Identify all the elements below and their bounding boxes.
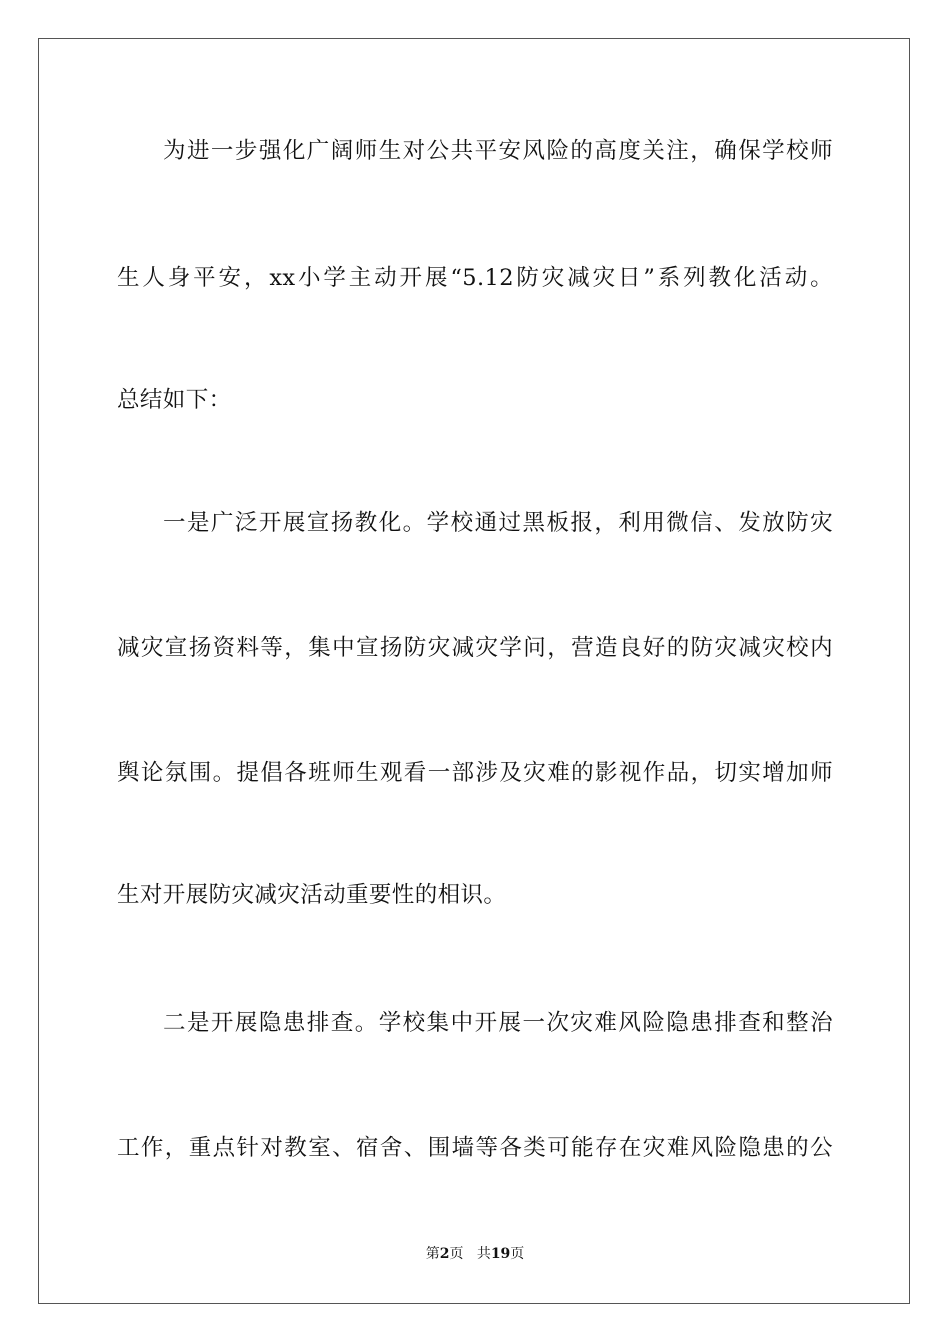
total-prefix: 共 bbox=[476, 1246, 491, 1262]
page-suffix: 页 bbox=[449, 1246, 464, 1262]
page-prefix: 第 bbox=[425, 1246, 440, 1262]
page-border bbox=[38, 38, 910, 1304]
total-pages-number: 19 bbox=[490, 1246, 511, 1262]
paragraph-2-line-1: 一是广泛开展宣扬教化。学校通过黑板报，利用微信、发放防灾 bbox=[163, 510, 833, 536]
paragraph-3-line-1: 二是开展隐患排查。学校集中开展一次灾难风险隐患排查和整治 bbox=[163, 1010, 833, 1036]
paragraph-1-line-2: 生人身平安，xx小学主动开展“5.12防灾减灾日”系列教化活动。 bbox=[117, 265, 833, 291]
total-suffix: 页 bbox=[510, 1246, 525, 1262]
page-footer bbox=[0, 1244, 950, 1264]
paragraph-2-line-3: 舆论氛围。提倡各班师生观看一部涉及灾难的影视作品，切实增加师 bbox=[117, 760, 833, 786]
paragraph-2-line-4: 生对开展防灾减灾活动重要性的相识。 bbox=[117, 882, 507, 908]
paragraph-1-line-1: 为进一步强化广阔师生对公共平安风险的高度关注，确保学校师 bbox=[163, 138, 833, 164]
paragraph-2-line-2: 减灾宣扬资料等，集中宣扬防灾减灾学问，营造良好的防灾减灾校内 bbox=[117, 635, 833, 661]
current-page-number: 2 bbox=[439, 1246, 450, 1262]
paragraph-3-line-2: 工作，重点针对教室、宿舍、围墙等各类可能存在灾难风险隐患的公 bbox=[117, 1135, 833, 1161]
paragraph-1-line-3: 总结如下： bbox=[117, 387, 232, 413]
